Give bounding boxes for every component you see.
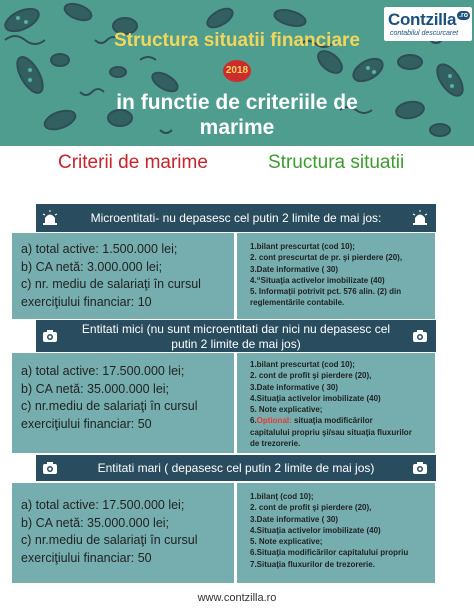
criteria-line: a) total active: 17.500.000 lei;: [21, 498, 185, 512]
criteria-line: exerciţiului financiar: 10: [21, 294, 152, 309]
structure-line: 4.“Situaţia activelor imobilizate (40): [250, 275, 385, 285]
structure-line: de trezorerie.: [250, 439, 301, 449]
camera-icon: [42, 328, 58, 344]
criteria-line: a) total active: 17.500.000 lei;: [21, 364, 185, 378]
title-line-1: in functie de criteriile de: [116, 91, 358, 114]
criteria-line: b) CA netă: 35.000.000 lei;: [21, 515, 170, 530]
criteria-panel-mari: [12, 483, 234, 583]
camera-icon: [412, 460, 428, 476]
structure-line: 5. Note explicative;: [250, 537, 323, 547]
section-bar-entitati-mari: [36, 455, 436, 481]
criteria-panel-mici: [12, 353, 234, 453]
criteria-line: b) CA netă: 35.000.000 lei;: [21, 381, 170, 396]
section-heading: Entitati mari ( depasesc cel putin 2 limite de mai jos): [97, 461, 375, 475]
structure-line: 3.Date informative ( 30): [250, 264, 339, 274]
criteria-line: c) nr. mediu de salariaţi în cursul: [21, 277, 201, 291]
structure-line: 2. cont de profit şi pierdere (20),: [250, 371, 372, 381]
title-line-2: marime: [199, 116, 275, 139]
section-bar-microentitati: [36, 204, 436, 232]
structure-panel-mari: [237, 483, 435, 583]
page-title: [0, 90, 474, 140]
structure-line: 4.Situaţia activelor imobilizate (40): [250, 393, 381, 403]
structure-line: 3.Date informative ( 30): [250, 514, 339, 524]
section-heading-line-2: putin 2 limite de mai jos): [171, 337, 301, 351]
structure-line-optional: [250, 415, 412, 426]
structure-line: 2. cont prescurtat de pr. şi pierdere (20),: [250, 253, 403, 263]
title-top: Structura situatii financiare: [113, 30, 360, 51]
optional-number: 6.: [250, 416, 257, 426]
structure-line: 6.Situaţia modificărilor capitalului propriu: [250, 548, 409, 558]
camera-icon: [42, 460, 58, 476]
structure-line: 2. cont de profit şi pierdere (20),: [250, 503, 372, 513]
footer-url: www.contzilla.ro: [197, 592, 277, 604]
section-heading: [76, 322, 396, 352]
structure-line: 5. Note explicative;: [250, 405, 323, 415]
structure-line: 3.Date informative ( 30): [250, 382, 339, 392]
section-heading: Microentitati- nu depasesc cel putin 2 limite de mai jos:: [90, 211, 382, 225]
section-heading-line-1: Entitati mici (nu sunt microentitati dar nici nu depasesc cel: [81, 322, 391, 336]
criteria-line: b) CA netă: 3.000.000 lei;: [21, 259, 163, 274]
siren-icon: [42, 210, 58, 226]
logo-tagline: contabilul descurcaret: [390, 30, 459, 37]
camera-icon: [412, 328, 428, 344]
structure-line: 4.Situaţia activelor imobilizate (40): [250, 525, 381, 535]
criteria-line: c) nr.mediu de salariaţi în cursul: [21, 399, 198, 413]
structure-panel-mici: [237, 353, 435, 453]
structure-line: 1.bilant prescurtat (cod 10);: [250, 242, 355, 251]
criteria-panel-micro: [12, 233, 234, 319]
criteria-line: c) nr.mediu de salariaţi în cursul: [21, 533, 198, 547]
structure-line: 1.bilant prescurtat (cod 10);: [250, 360, 355, 369]
structure-line: 1.bilanţ (cod 10);: [250, 492, 314, 501]
structure-line: reglementările contabile.: [250, 298, 345, 308]
optional-label: Optional:: [256, 416, 292, 426]
siren-icon: [412, 210, 428, 226]
header-banner: [0, 0, 474, 146]
year-badge: 2018: [223, 60, 251, 82]
section-bar-entitati-mici: [36, 320, 436, 352]
structure-line: 7.Situaţia fluxurilor de trezorerie.: [250, 559, 375, 569]
criteria-line: exerciţiului financiar: 50: [21, 550, 152, 565]
structure-line: capitalului propriu şi/sau situaţia fluxurilor: [250, 427, 412, 437]
optional-text: situaţia modificărilor: [291, 416, 373, 426]
logo-name: Contzilla: [388, 10, 457, 29]
criteria-line: a) total active: 1.500.000 lei;: [21, 242, 178, 256]
criteria-line: exerciţiului financiar: 50: [21, 416, 152, 431]
column-heading-structure: Structura situatii: [268, 152, 405, 173]
column-heading-criteria: Criterii de marime: [58, 152, 208, 173]
logo-suffix: .ro: [459, 12, 468, 19]
structure-panel-micro: [237, 233, 435, 319]
structure-line: 5. Informaţii potrivit pct. 576 alin. (2) din: [250, 287, 402, 297]
